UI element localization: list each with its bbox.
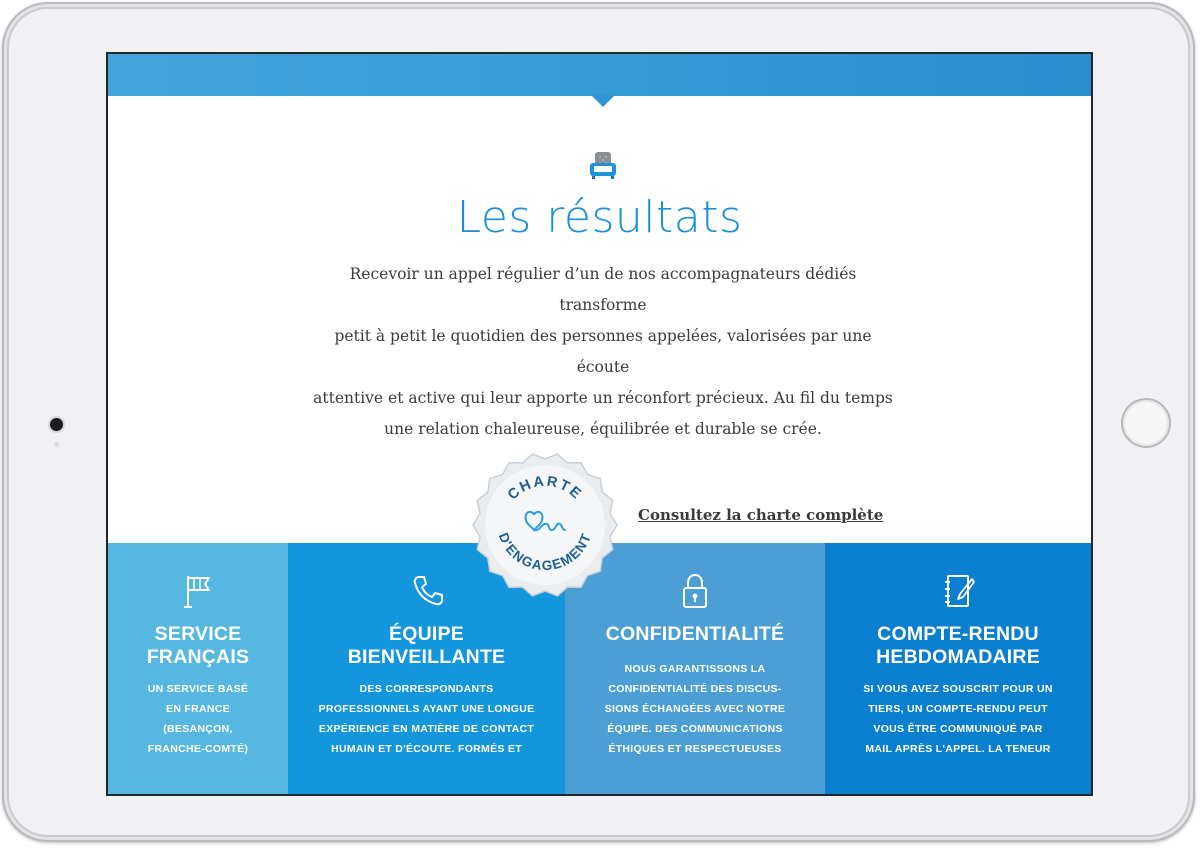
card-text xyxy=(848,679,1068,759)
intro-line: Recevoir un appel régulier d’un de nos accompagnateurs dédiés transforme xyxy=(349,265,857,314)
card-text-line: PROFESSIONNELS AYANT UNE LONGUE xyxy=(318,703,535,715)
sensor-dot xyxy=(54,442,59,447)
card-title xyxy=(288,623,565,669)
card-title-line: COMPTE-RENDU xyxy=(877,623,1039,645)
section-title: Les résultats xyxy=(456,192,743,243)
badge-bottom-text: D'ENGAGEMENT xyxy=(495,530,595,574)
card-text-line: EXPÉRIENCE EN MATIÈRE DE CONTACT xyxy=(318,723,535,735)
card-text-line: TIERS, UN COMPTE-RENDU PEUT xyxy=(868,703,1048,715)
intro-paragraph xyxy=(308,259,898,445)
card-title-line: CONFIDENTIALITÉ xyxy=(605,623,785,645)
card-text-line: SI VOUS AVEZ SOUSCRIT POUR UN xyxy=(863,683,1053,695)
card-text-line: VOUS ÊTRE COMMUNIQUÉ PAR xyxy=(873,723,1043,735)
header-notch xyxy=(591,95,615,107)
card-title-line: HEBDOMADAIRE xyxy=(876,646,1040,668)
charter-badge[interactable] xyxy=(470,450,620,600)
lock-icon xyxy=(678,573,712,609)
card-text xyxy=(312,679,542,759)
card-text-line: EN FRANCE xyxy=(166,703,230,715)
card-text-line: UN SERVICE BASÉ xyxy=(147,683,249,695)
card-text-line: MAIL APRÈS L'APPEL. LA TENEUR xyxy=(865,743,1051,755)
home-button[interactable] xyxy=(1121,398,1171,448)
badge-top-text: CHARTE xyxy=(504,473,586,504)
card-text-line: (BESANÇON, xyxy=(163,723,233,735)
card-title-line: SERVICE xyxy=(154,623,242,645)
card-title xyxy=(108,623,288,669)
card-text-line: HUMAIN ET D'ÉCOUTE. FORMÉS ET xyxy=(331,743,522,755)
intro-line: petit à petit le quotidien des personnes appelées, valorisées par une écoute xyxy=(334,327,872,376)
camera-icon xyxy=(50,418,63,431)
intro-line: attentive et active qui leur apporte un réconfort précieux. Au fil du temps xyxy=(313,389,893,407)
card-title-line: FRANÇAIS xyxy=(146,646,250,668)
card-title xyxy=(825,623,1091,669)
card-text-line: ÉQUIPE. DES COMMUNICATIONS xyxy=(607,723,783,735)
card-text-line: DES CORRESPONDANTS xyxy=(359,683,494,695)
intro-line: une relation chaleureuse, équilibrée et durable se crée. xyxy=(384,420,822,438)
charter-link[interactable]: Consultez la charte complète xyxy=(638,506,884,524)
charter-seal xyxy=(470,450,620,600)
card-text xyxy=(595,659,795,759)
card-text-line: NOUS GARANTISSONS LA xyxy=(624,663,766,675)
card-title-line: BIENVEILLANTE xyxy=(347,646,506,668)
card-service-francais xyxy=(108,543,288,796)
armchair-icon xyxy=(588,150,618,180)
card-title xyxy=(565,623,825,646)
card-text-line: SIONS ÉCHANGÉES AVEC NOTRE xyxy=(604,703,786,715)
flag-icon xyxy=(181,573,215,609)
card-title-line: ÉQUIPE xyxy=(389,623,464,645)
card-compte-rendu xyxy=(825,543,1091,796)
notebook-pencil-icon xyxy=(941,573,975,609)
screen xyxy=(106,52,1093,796)
card-text-line: ÉTHIQUES ET RESPECTUEUSES xyxy=(608,743,782,755)
card-text-line: CONFIDENTIALITÉ DES DISCUS- xyxy=(608,683,782,695)
header-band xyxy=(108,54,1091,96)
phone-icon xyxy=(410,573,444,609)
card-text xyxy=(128,679,268,759)
card-text-line: FRANCHE-COMTÉ) xyxy=(147,743,249,755)
